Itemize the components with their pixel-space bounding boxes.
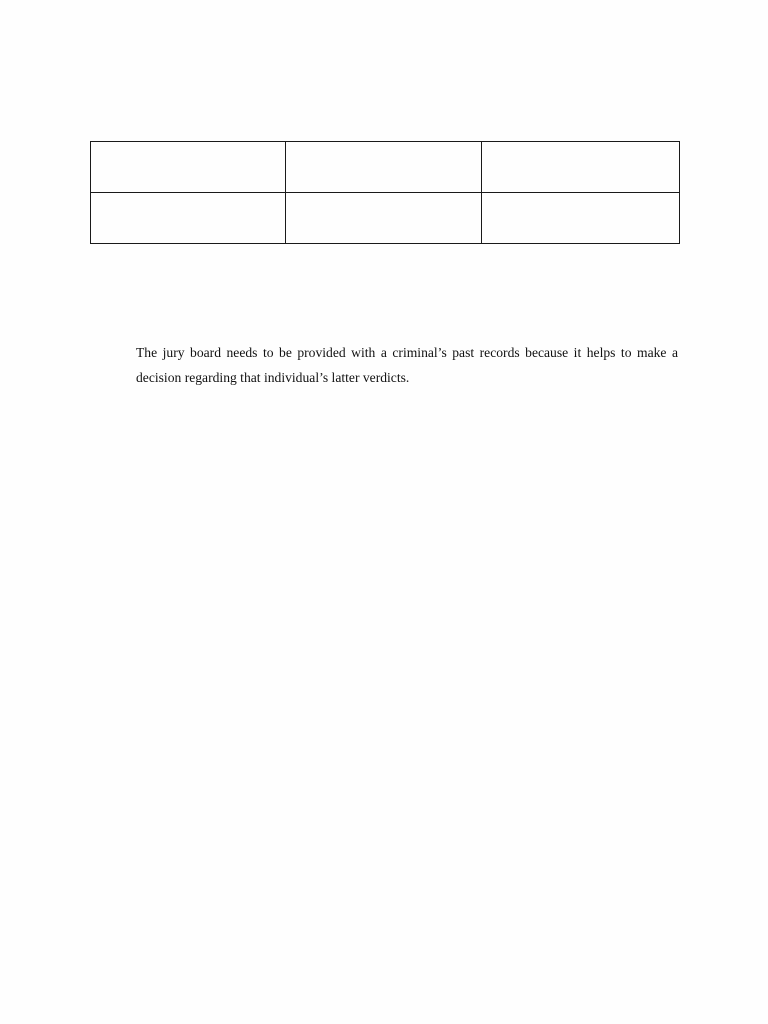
body-paragraph: The jury board needs to be provided with a criminal’s past records because it helps to make a decision regarding that individual’s latter verdicts.: [136, 345, 678, 385]
table-cell: [482, 142, 680, 193]
table-row: [91, 142, 680, 193]
empty-table: [90, 141, 680, 244]
table-row: [91, 193, 680, 244]
table-cell: [91, 142, 286, 193]
table-cell: [286, 193, 482, 244]
table-cell: [482, 193, 680, 244]
table-cell: [91, 193, 286, 244]
table-cell: [286, 142, 482, 193]
